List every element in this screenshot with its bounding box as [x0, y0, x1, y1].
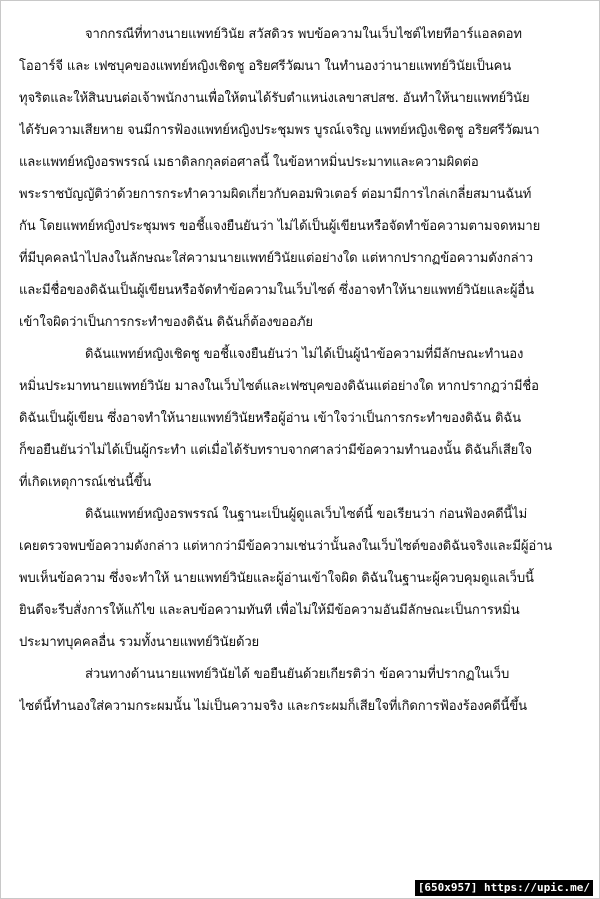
text-line: จากกรณีที่ทางนายแพทย์วินัย สวัสดิวร พบข้อความในเว็บไซต์ไทยทีอาร์แอลดอท: [85, 27, 522, 42]
text-line: เคยตรวจพบข้อความดังกล่าว แต่หากว่ามีข้อความเช่นว่านั้นลงในเว็บไซต์ของดิฉันจริงและมีผู้อ่าน: [19, 539, 553, 554]
text-line: ที่เกิดเหตุการณ์เช่นนี้ขึ้น: [19, 475, 152, 490]
document-body: [19, 19, 591, 723]
text-line: ก็ขอยืนยันว่าไม่ได้เป็นผู้กระทำ แต่เมื่อได้รับทราบจากศาลว่ามีข้อความทำนองนั้น ดิฉันก็เสียใจ: [19, 443, 532, 458]
text-line: ส่วนทางด้านนายแพทย์วินัยได้ ขอยืนยันด้วยเกียรติว่า ข้อความที่ปรากฏในเว็บ: [85, 667, 510, 682]
text-line: โออาร์จี และ เฟซบุคของแพทย์หญิงเชิดชู อริยศรีวัฒนา ในทำนองว่านายแพทย์วินัยเป็นคน: [19, 59, 511, 74]
text-line: ดิฉันเป็นผู้เขียน ซึ่งอาจทำให้นายแพทย์วินัยหรือผู้อ่าน เข้าใจว่าเป็นการกระทำของดิฉัน ดิฉัน: [19, 411, 521, 426]
paragraph-3: [19, 499, 591, 659]
text-line: พบเห็นข้อความ ซึ่งจะทำให้ นายแพทย์วินัยและผู้อ่านเข้าใจผิด ดิฉันในฐานะผู้ควบคุมดูแลเว็บนี้: [19, 571, 534, 586]
text-line: พระราชบัญญัติว่าด้วยการกระทำความผิดเกี่ยวกับคอมพิวเตอร์ ต่อมามีการไกล่เกลี่ยสมานฉันท์: [19, 187, 532, 202]
image-host-watermark: [650x957] https://upic.me/: [415, 880, 593, 896]
text-line: ทุจริตและให้สินบนต่อเจ้าพนักงานเพื่อให้ตนได้รับตำแหน่งเลขาสปสช. อันทำให้นายแพทย์วินัย: [19, 91, 530, 106]
text-line: ดิฉันแพทย์หญิงเชิดชู ขอชี้แจงยืนยันว่า ไม่ได้เป็นผู้นำข้อความที่มีลักษณะทำนอง: [85, 347, 524, 362]
text-line: และมีชื่อของดิฉันเป็นผู้เขียนหรือจัดทำข้อความในเว็บไซต์ ซึ่งอาจทำให้นายแพทย์วินัยและผู้อื่น: [19, 283, 534, 298]
text-line: ที่มีบุคคลนำไปลงในลักษณะใส่ความนายแพทย์วินัยแต่อย่างใด แต่หากปรากฏข้อความดังกล่าว: [19, 251, 533, 266]
paragraph-2: [19, 339, 591, 499]
text-line: ยินดีจะรีบสั่งการให้แก้ไข และลบข้อความทันที เพื่อไม่ให้มีข้อความอันมีลักษณะเป็นการหมิ่น: [19, 603, 520, 618]
text-line: เข้าใจผิดว่าเป็นการกระทำของดิฉัน ดิฉันก็ต้องขออภัย: [19, 315, 313, 330]
text-line: ได้รับความเสียหาย จนมีการฟ้องแพทย์หญิงประชุมพร บูรณ์เจริญ แพทย์หญิงเชิดชู อริยศรีวัฒนา: [19, 123, 540, 138]
text-line: ไซต์นี้ทำนองใส่ความกระผมนั้น ไม่เป็นความจริง และกระผมก็เสียใจที่เกิดการฟ้องร้องคดีนี้ขึ้น: [19, 699, 527, 714]
text-line: ดิฉันแพทย์หญิงอรพรรณ์ ในฐานะเป็นผู้ดูแลเว็บไซต์นี้ ขอเรียนว่า ก่อนฟ้องคดีนี้ไม่: [85, 507, 528, 522]
text-line: หมิ่นประมาทนายแพทย์วินัย มาลงในเว็บไซต์และเฟซบุคของดิฉันแต่อย่างใด หากปรากฏว่ามีชื่อ: [19, 379, 539, 394]
text-line: ประมาทบุคคลอื่น รวมทั้งนายแพทย์วินัยด้วย: [19, 635, 260, 650]
text-line: และแพทย์หญิงอรพรรณ์ เมธาดิลกกุลต่อศาลนี้ ในข้อหาหมิ่นประมาทและความผิดต่อ: [19, 155, 479, 170]
paragraph-1: [19, 19, 591, 339]
text-line: กัน โดยแพทย์หญิงประชุมพร ขอชี้แจงยืนยันว่า ไม่ได้เป็นผู้เขียนหรือจัดทำข้อความตามจดหมาย: [19, 219, 541, 234]
paragraph-4: [19, 659, 591, 723]
